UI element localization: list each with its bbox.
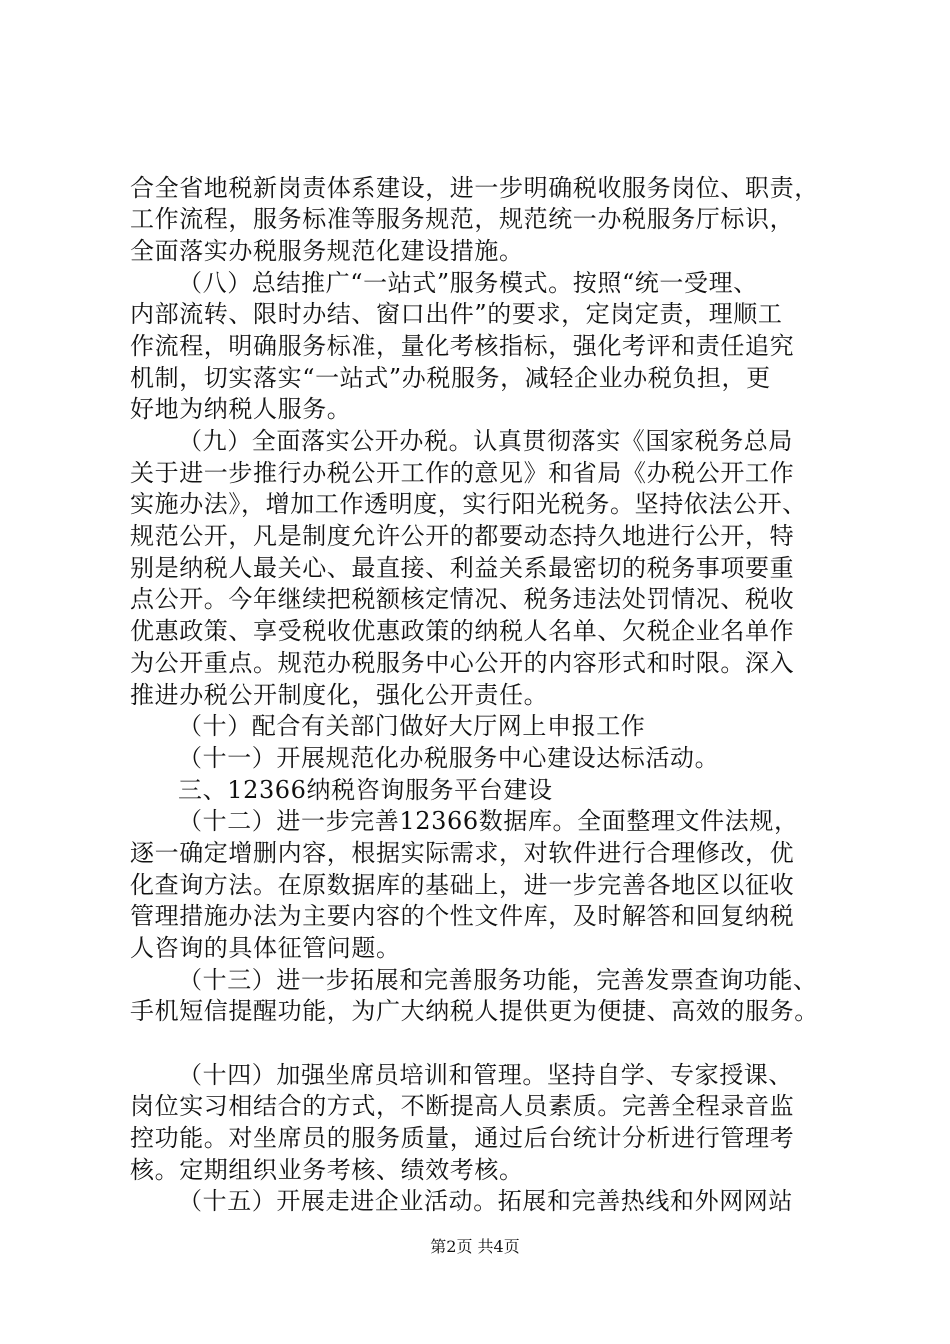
paragraph-line: 工作流程，服务标准等服务规范，规范统一办税服务厅标识， — [130, 205, 795, 233]
paragraph-line: 机制，切实落实“一站式”办税服务，减轻企业办税负担，更 — [130, 364, 771, 392]
paragraph-line: 手机短信提醒功能，为广大纳税人提供更为便捷、高效的服务。 — [130, 997, 819, 1025]
section-heading: 三、12366纳税咨询服务平台建设 — [178, 776, 553, 804]
page-footer: 第2页 共4页 — [430, 1237, 520, 1256]
paragraph-line: 别是纳税人最关心、最直接、利益关系最密切的税务事项要重 — [130, 554, 795, 582]
paragraph-line: （十五）开展走进企业活动。拓展和完善热线和外网网站 — [178, 1187, 793, 1215]
paragraph-line: 实施办法》，增加工作透明度，实行阳光税务。坚持依法公开、 — [130, 490, 807, 518]
paragraph-line: 核。定期组织业务考核、绩效考核。 — [130, 1156, 524, 1184]
paragraph-line: （八）总结推广“一站式”服务模式。按照“统一受理、 — [178, 269, 758, 297]
paragraph-line: 化查询方法。在原数据库的基础上，进一步完善各地区以征收 — [130, 871, 795, 899]
paragraph-line: （十一）开展规范化办税服务中心建设达标活动。 — [178, 744, 720, 772]
paragraph-line: 点公开。今年继续把税额核定情况、税务违法处罚情况、税收 — [130, 585, 795, 613]
paragraph-line: 管理措施办法为主要内容的个性文件库，及时解答和回复纳税 — [130, 902, 795, 930]
paragraph-line: 内部流转、限时办结、窗口出件”的要求，定岗定责，理顺工 — [130, 300, 783, 328]
paragraph-line: 控功能。对坐席员的服务质量，通过后台统计分析进行管理考 — [130, 1124, 795, 1152]
paragraph-line: 规范公开，凡是制度允许公开的都要动态持久地进行公开，特 — [130, 522, 795, 550]
paragraph-line: 岗位实习相结合的方式，不断提高人员素质。完善全程录音监 — [130, 1092, 795, 1120]
paragraph-line: 为公开重点。规范办税服务中心公开的内容形式和时限。深入 — [130, 649, 795, 677]
paragraph-line: 好地为纳税人服务。 — [130, 395, 352, 423]
paragraph-line: 合全省地税新岗责体系建设，进一步明确税收服务岗位、职责， — [130, 174, 819, 202]
paragraph-line: 优惠政策、享受税收优惠政策的纳税人名单、欠税企业名单作 — [130, 617, 795, 645]
paragraph-line: 人咨询的具体征管问题。 — [130, 934, 401, 962]
paragraph-line: 逐一确定增删内容，根据实际需求，对软件进行合理修改，优 — [130, 839, 795, 867]
paragraph-line: （十四）加强坐席员培训和管理。坚持自学、专家授课、 — [178, 1061, 793, 1089]
paragraph-line: （十二）进一步完善12366数据库。全面整理文件法规， — [178, 807, 799, 835]
paragraph-line: （九）全面落实公开办税。认真贯彻落实《国家税务总局 — [178, 427, 793, 455]
paragraph-line: （十三）进一步拓展和完善服务功能，完善发票查询功能、 — [178, 966, 818, 994]
paragraph-line: （十）配合有关部门做好大厅网上申报工作 — [178, 712, 646, 740]
paragraph-line: 关于进一步推行办税公开工作的意见》和省局《办税公开工作 — [130, 459, 795, 487]
paragraph-line: 全面落实办税服务规范化建设措施。 — [130, 237, 524, 265]
paragraph-line: 推进办税公开制度化，强化公开责任。 — [130, 681, 549, 709]
paragraph-line: 作流程，明确服务标准，量化考核指标，强化考评和责任追究 — [130, 332, 795, 360]
